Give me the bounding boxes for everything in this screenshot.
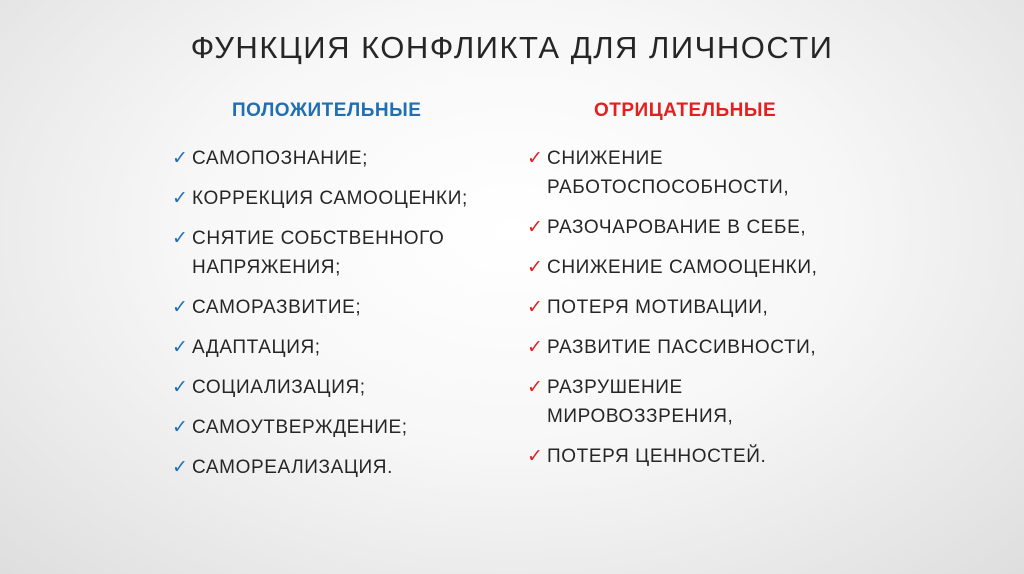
list-item-text: АДАПТАЦИЯ; (192, 337, 321, 358)
checkmark-icon: ✓ (172, 296, 189, 318)
list-item-text: СОЦИАЛИЗАЦИЯ; (192, 377, 366, 398)
checkmark-icon: ✓ (527, 336, 544, 358)
positive-list (172, 144, 512, 482)
checkmark-icon: ✓ (527, 256, 544, 278)
list-item (527, 373, 867, 431)
list-item-text: САМОПОЗНАНИЕ; (192, 148, 369, 169)
checkmark-icon: ✓ (172, 147, 189, 169)
list-item (172, 413, 512, 442)
list-item (527, 293, 867, 322)
list-item (527, 253, 867, 282)
negative-list (527, 144, 867, 471)
checkmark-icon: ✓ (527, 296, 544, 318)
list-item (172, 144, 512, 173)
checkmark-icon: ✓ (527, 376, 544, 398)
checkmark-icon: ✓ (172, 187, 189, 209)
list-item-text: СНЯТИЕ СОБСТВЕННОГО НАПРЯЖЕНИЯ; (192, 228, 445, 278)
checkmark-icon: ✓ (172, 227, 189, 249)
checkmark-icon: ✓ (172, 336, 189, 358)
checkmark-icon: ✓ (527, 445, 544, 467)
list-item (527, 144, 867, 202)
list-item-text: КОРРЕКЦИЯ САМООЦЕНКИ; (192, 188, 468, 209)
list-item-text: РАЗРУШЕНИЕ МИРОВОЗЗРЕНИЯ, (547, 377, 734, 427)
list-item (172, 373, 512, 402)
negative-heading: ОТРИЦАТЕЛЬНЫЕ (594, 100, 777, 121)
list-item-text: ПОТЕРЯ ЦЕННОСТЕЙ. (547, 446, 767, 467)
list-item-text: ПОТЕРЯ МОТИВАЦИИ, (547, 297, 769, 318)
list-item-text: САМОУТВЕРЖДЕНИЕ; (192, 417, 408, 438)
list-item (527, 213, 867, 242)
checkmark-icon: ✓ (527, 216, 544, 238)
list-item-text: РАЗОЧАРОВАНИЕ В СЕБЕ, (547, 217, 807, 238)
list-item (172, 184, 512, 213)
page-title: ФУНКЦИЯ КОНФЛИКТА ДЛЯ ЛИЧНОСТИ (190, 30, 834, 65)
checkmark-icon: ✓ (172, 416, 189, 438)
list-item-text: СНИЖЕНИЕ САМООЦЕНКИ, (547, 257, 818, 278)
negative-column (527, 100, 867, 482)
list-item (172, 333, 512, 362)
list-item-text: РАЗВИТИЕ ПАССИВНОСТИ, (547, 337, 817, 358)
checkmark-icon: ✓ (527, 147, 544, 169)
list-item-text: САМОРЕАЛИЗАЦИЯ. (192, 457, 394, 478)
list-item (527, 442, 867, 471)
checkmark-icon: ✓ (172, 456, 189, 478)
list-item (172, 453, 512, 482)
list-item-text: СНИЖЕНИЕ РАБОТОСПОСОБНОСТИ, (547, 148, 790, 198)
list-item (172, 224, 512, 282)
checkmark-icon: ✓ (172, 376, 189, 398)
list-item-text: САМОРАЗВИТИЕ; (192, 297, 362, 318)
list-item (172, 293, 512, 322)
positive-heading: ПОЛОЖИТЕЛЬНЫЕ (232, 100, 422, 121)
list-item (527, 333, 867, 362)
positive-column (172, 100, 512, 493)
